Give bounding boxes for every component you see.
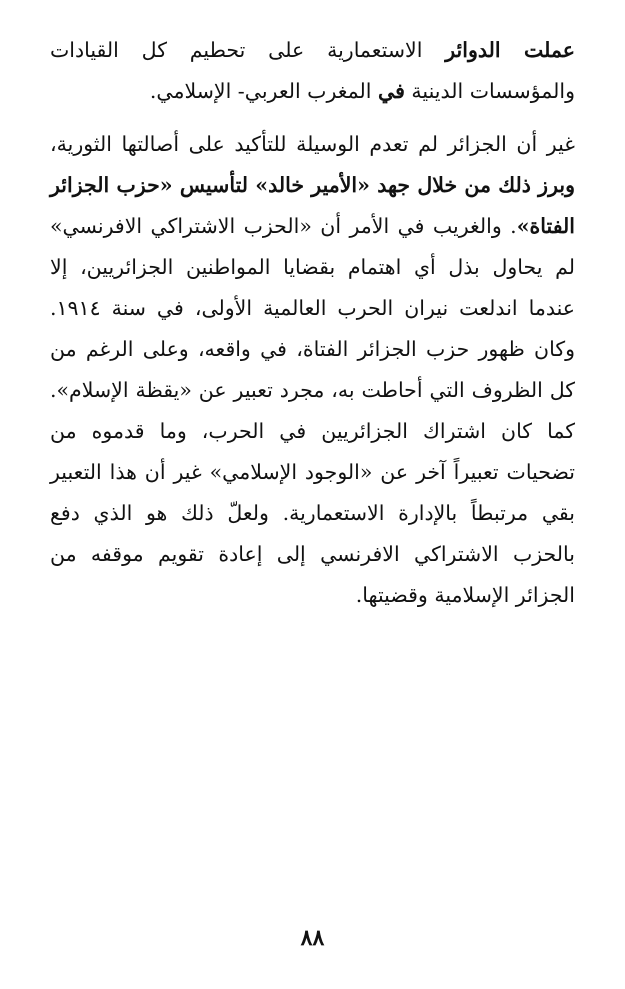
paragraph-1-text: الاستعمارية على تحطيم كل القيادات والمؤسسات الدينية xyxy=(50,38,575,103)
paragraph-1 xyxy=(50,30,575,112)
paragraph-2-bold-part: وبرز ذلك من خلال جهد «الأمير خالد» لتأسيس «حزب الجزائر الفتاة» xyxy=(50,173,575,238)
paragraph-1-bold-lead: عملت الدوائر xyxy=(445,38,575,62)
paragraph-1-text-end: المغرب العربي- الإسلامي. xyxy=(149,79,378,103)
paragraph-1-bold-fi: في xyxy=(378,79,405,103)
page-number: ٨٨ xyxy=(300,925,325,951)
paragraph-2-part-1: غير أن الجزائر لم تعدم الوسيلة للتأكيد على أصالتها الثورية، xyxy=(50,132,575,156)
paragraph-2-part-2: . والغريب في الأمر أن «الحزب الاشتراكي الافرنسي» لم يحاول بذل أي اهتمام بقضايا المواطنين الجزائريين، إلا عندما اندلعت نيران الحرب العالمية الأولى، في سنة ١٩١٤. وكان ظهور حزب الجزائر الفتاة، في واقعه، وعلى الرغم من كل الظروف التي أحاطت به، مجرد تعبير عن «يقظة الإسلام». كما كان اشتراك الجزائريين في الحرب، وما قدموه من تضحيات تعبيراً آخر عن «الوجود الإسلامي» غير أن هذا التعبير بقي مرتبطاً بالإدارة الاستعمارية. ولعلّ ذلك هو الذي دفع بالحزب الاشتراكي الافرنسي إلى إعادة تقويم موقفه من الجزائر الإسلامية وقضيتها. xyxy=(50,214,575,607)
paragraph-2 xyxy=(50,124,575,616)
page-body xyxy=(50,30,575,616)
